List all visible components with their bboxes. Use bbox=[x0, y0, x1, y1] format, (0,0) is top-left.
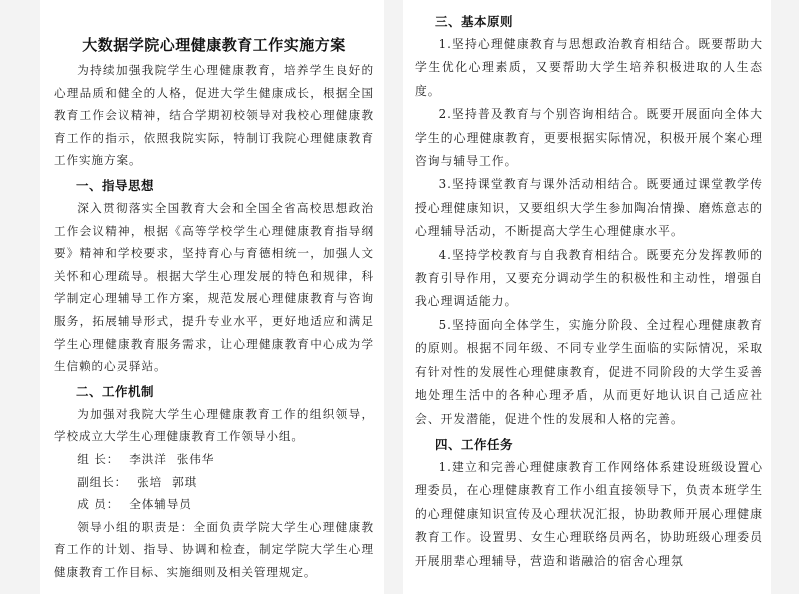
group-leader-name: 张伟华 bbox=[176, 451, 215, 466]
members-line bbox=[54, 493, 374, 516]
work-mechanism-paragraph: 为加强对我院大学生心理健康教育工作的组织领导，学校成立大学生心理健康教育工作领导小组。 bbox=[54, 406, 374, 444]
section-heading-work-mechanism: 二、工作机制 bbox=[76, 383, 155, 399]
document-title: 大数据学院心理健康教育工作实施方案 bbox=[82, 36, 346, 54]
vice-leader-name: 张培 bbox=[137, 474, 163, 489]
members-value: 全体辅导员 bbox=[129, 497, 192, 512]
principle-paragraph-3: 3.坚持课堂教育与课外活动相结合。既要通过课堂教学传授心理健康知识，又要组织大学生参加陶冶情操、磨炼意志的心理辅导活动，不断提高大学生心理健康水平。 bbox=[415, 177, 763, 239]
intro-paragraph: 为持续加强我院学生心理健康教育，培养学生良好的心理品质和健全的人格，促进大学生健康成长，根据全国教育工作会议精神，结合学期初校领导对我校心理健康教育工作的指示，依照我院实际，特制订我院心理健康教育工作实施方案。 bbox=[54, 63, 374, 168]
vice-leader-line bbox=[54, 471, 374, 494]
left-document-page bbox=[40, 0, 384, 594]
principle-paragraph-2: 2.坚持普及教育与个别咨询相结合。既要开展面向全体大学生的心理健康教育，更要根据实际情况，积极开展个案心理咨询与辅导工作。 bbox=[415, 107, 763, 169]
group-duty-paragraph: 领导小组的职责是：全面负责学院大学生心理健康教育工作的计划、指导、协调和检查，制定学院大学生心理健康教育工作目标、实施细则及相关管理规定。 bbox=[54, 519, 374, 579]
principle-paragraph-1: 1.坚持心理健康教育与思想政治教育相结合。既要帮助大学生优化心理素质，又要帮助大学生培养积极进取的人生态度。 bbox=[415, 37, 763, 98]
section-heading-basic-principles: 三、基本原则 bbox=[435, 14, 514, 29]
section-heading-work-tasks: 四、工作任务 bbox=[435, 436, 514, 452]
group-leader-line bbox=[54, 448, 374, 471]
vice-leader-name: 郭琪 bbox=[172, 474, 198, 489]
guiding-ideology-paragraph: 深入贯彻落实全国教育大会和全国全省高校思想政治工作会议精神，根据《高等学校学生心理健康教育指导纲要》精神和学校要求，坚持育心与育德相统一，加强人文关怀和心理疏导。根据大学生心理发展的特色和规律，科学制定心理辅导工作方案，规范发展心理健康教育与咨询服务，拓展辅导形式，提升专业水平，更好地适应和满足学生心理健康教育服务需求，让心理健康教育中心成为学生信赖的心灵驿站。 bbox=[54, 200, 374, 374]
task-paragraph-1: 1.建立和完善心理健康教育工作网络体系建设班级设置心理委员，在心理健康教育工作小组直接领导下，负责本班学生的心理健康知识宣传及心理状况汇报，协助教师开展心理健康教育工作。设置男、女生心理联络员两名，协助班级心理委员开展朋辈心理辅导，营造和谐融洽的宿舍心理氛 bbox=[415, 459, 763, 568]
section-heading-guiding-ideology: 一、指导思想 bbox=[76, 177, 155, 193]
principle-paragraph-4: 4.坚持学校教育与自我教育相结合。既要充分发挥教师的教育引导作用，又要充分调动学生的积极性和主动性，增强自我心理调适能力。 bbox=[415, 247, 763, 309]
principle-paragraph-5: 5.坚持面向全体学生，实施分阶段、全过程心理健康教育的原则。根据不同年级、不同专业学生面临的实际情况，采取有针对性的发展性心理健康教育，促进不同阶段的大学生妥善地处理生活中的各种心理矛盾，从而更好地认识自己适应社会、开发潜能，促进个性的发展和人格的完善。 bbox=[415, 317, 763, 426]
group-leader-label: 组 长： bbox=[77, 451, 120, 466]
members-label: 成 员： bbox=[77, 497, 120, 512]
right-document-page bbox=[403, 0, 771, 594]
group-leader-name: 李洪洋 bbox=[129, 451, 167, 466]
vice-leader-label: 副组长： bbox=[77, 474, 128, 489]
